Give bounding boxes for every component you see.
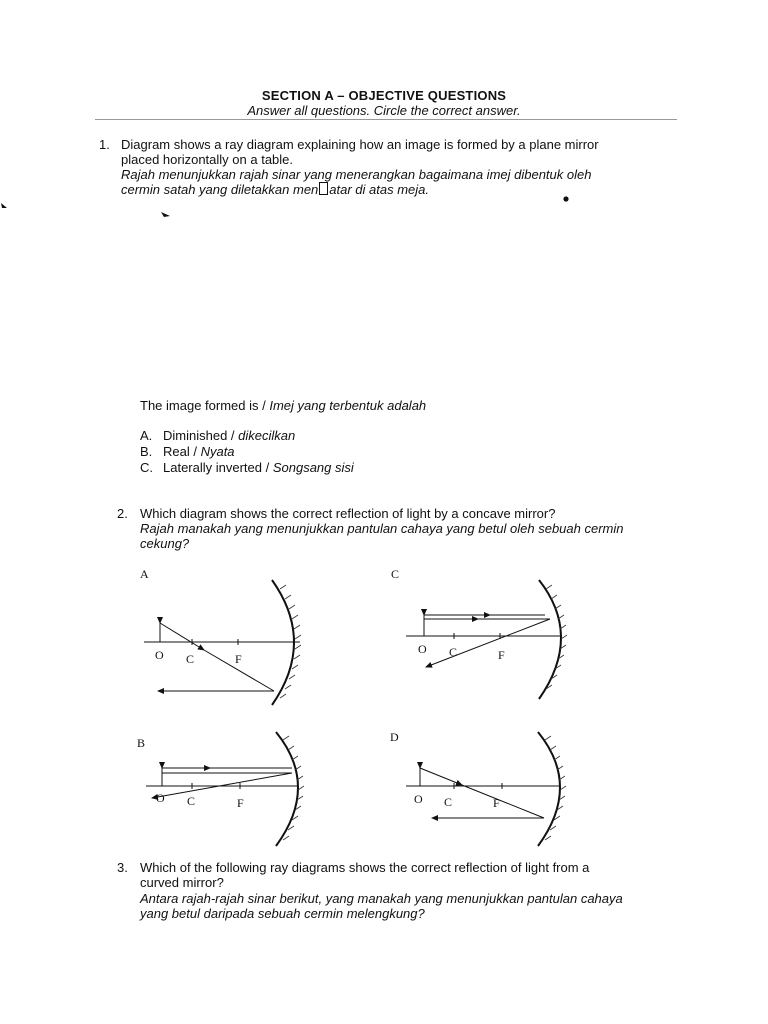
diagram-d-f: F bbox=[493, 796, 500, 810]
q1-prompt-ms: Imej yang terbentuk adalah bbox=[269, 398, 427, 413]
q3-text-ms-2: yang betul daripada sebuah cermin melengkung? bbox=[140, 906, 425, 921]
diagram-a-f: F bbox=[235, 652, 242, 666]
option-en: Laterally inverted / bbox=[163, 460, 273, 475]
diagram-b[interactable] bbox=[140, 728, 315, 848]
q3-text-ms-1: Antara rajah-rajah sinar berikut, yang manakah yang menunjukkan pantulan cahaya bbox=[140, 891, 623, 906]
section-title: SECTION A – OBJECTIVE QUESTIONS bbox=[261, 88, 507, 103]
diagram-c-letter[interactable]: C bbox=[391, 567, 400, 581]
diagram-a-o: O bbox=[155, 648, 164, 662]
q2-text-ms-2: cekung? bbox=[140, 536, 190, 551]
diagram-a[interactable] bbox=[140, 575, 315, 715]
option-en: Diminished / bbox=[163, 428, 239, 443]
q1-prompt bbox=[140, 398, 426, 413]
q1-option-b[interactable] bbox=[140, 444, 235, 459]
diagram-c-f: F bbox=[498, 648, 505, 662]
option-ms: Nyata bbox=[200, 444, 235, 459]
diagram-c-c: C bbox=[449, 645, 458, 659]
section-instruction: Answer all questions. Circle the correct answer. bbox=[247, 103, 521, 118]
q1-prompt-en: The image formed is / bbox=[140, 398, 270, 413]
diagram-d-o: O bbox=[414, 792, 423, 806]
diagram-b-letter[interactable]: B bbox=[137, 736, 146, 750]
q2-text-en: Which diagram shows the correct reflection of light by a concave mirror? bbox=[140, 506, 556, 521]
option-en: Real / bbox=[163, 444, 201, 459]
diagram-b-c: C bbox=[187, 794, 196, 808]
option-letter: B. bbox=[140, 444, 153, 459]
q1-text-ms-2a: cermin satah yang diletakkan men bbox=[121, 182, 319, 197]
q3-text-en-1: Which of the following ray diagrams shows the correct reflection of light from a bbox=[140, 860, 590, 875]
diagram-d-c: C bbox=[444, 795, 453, 809]
q3-text-en-2: curved mirror? bbox=[140, 875, 224, 890]
diagram-b-o: O bbox=[156, 791, 165, 805]
diagram-c-o: O bbox=[418, 642, 427, 656]
diagram-a-letter[interactable]: A bbox=[140, 567, 149, 581]
diagram-d-letter[interactable]: D bbox=[390, 730, 399, 744]
diagram-d[interactable] bbox=[400, 728, 575, 848]
diagram-a-c: C bbox=[186, 652, 195, 666]
q1-text-ms-1: Rajah menunjukkan rajah sinar yang menerangkan bagaimana imej dibentuk oleh bbox=[121, 167, 592, 182]
option-ms: dikecilkan bbox=[238, 428, 296, 443]
diagram-b-f: F bbox=[237, 796, 244, 810]
option-ms: Songsang sisi bbox=[272, 460, 354, 475]
q1-text-en-2: placed horizontally on a table. bbox=[121, 152, 294, 167]
q3-number: 3. bbox=[117, 860, 128, 875]
q2-number: 2. bbox=[117, 506, 128, 521]
q1-text-en-1: Diagram shows a ray diagram explaining how an image is formed by a plane mirror bbox=[121, 137, 599, 152]
scan-artifacts bbox=[0, 0, 768, 260]
q1-number: 1. bbox=[99, 137, 110, 152]
q2-text-ms-1: Rajah manakah yang menunjukkan pantulan cahaya yang betul oleh sebuah cermin bbox=[140, 521, 624, 536]
q1-text-ms-2b: atar di atas meja. bbox=[329, 182, 429, 197]
q1-option-c[interactable] bbox=[140, 460, 354, 475]
option-letter: C. bbox=[140, 460, 153, 475]
option-letter: A. bbox=[140, 428, 153, 443]
q1-option-a[interactable] bbox=[140, 428, 295, 443]
